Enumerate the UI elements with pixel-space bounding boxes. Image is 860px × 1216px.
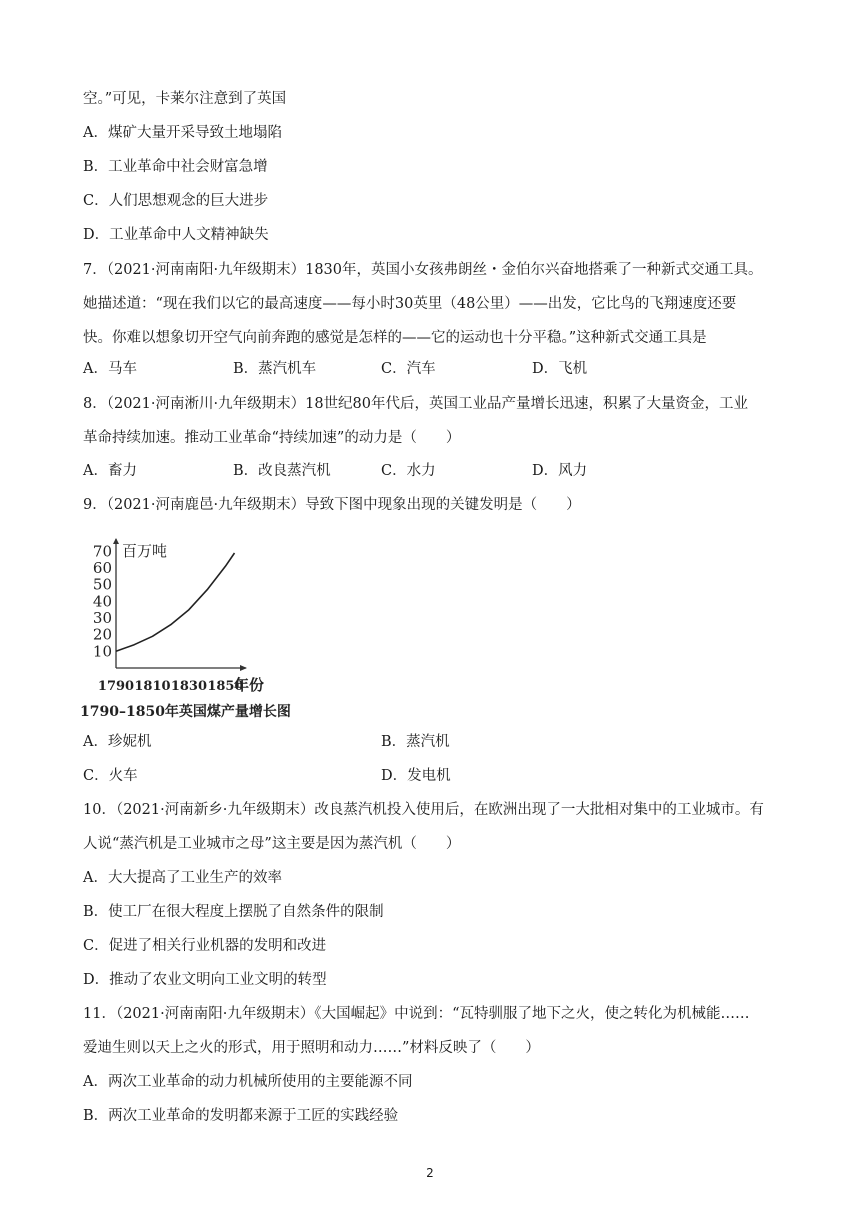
q6-option-c: C．人们思想观念的巨大进步	[83, 193, 269, 209]
y-tick-label: 10	[92, 642, 112, 661]
x-axis-label: 年份	[234, 676, 265, 694]
q7-options	[83, 359, 783, 379]
q8-option-b: B．改良蒸汽机	[233, 463, 331, 479]
q8-stem-line-1: 8．（2021·河南淅川·九年级期末）18世纪80年代后，英国工业品产量增长迅速，积累了大量资金，工业	[83, 396, 748, 412]
y-tick-label: 20	[92, 625, 112, 644]
q9-options-row-2	[83, 766, 783, 786]
x-tick-label: 1830	[170, 679, 208, 694]
q9-options-row-1	[83, 732, 783, 752]
y-tick-label: 50	[92, 575, 112, 594]
q7-stem-line-3: 快。你难以想象切开空气向前奔跑的感觉是怎样的——它的运动也十分平稳。”这种新式交通工具是	[83, 330, 707, 346]
q10-stem-line-1: 10．（2021·河南新乡·九年级期末）改良蒸汽机投入使用后，在欧洲出现了一大批相对集中的工业城市。有	[83, 802, 764, 818]
y-axis-label: 百万吨	[122, 542, 168, 560]
q11-stem-line-1: 11．（2021·河南南阳·九年级期末）《大国崛起》中说到：“瓦特驯服了地下之火，使之转化为机械能……	[83, 1006, 750, 1022]
x-tick-label: 1850	[207, 679, 244, 694]
question-stem-line: 空。”可见，卡莱尔注意到了英国	[83, 91, 287, 107]
chart-title: 1790–1850年英国煤产量增长图	[80, 704, 291, 720]
q7-option-a: A．马车	[83, 361, 137, 377]
x-axis-arrow	[240, 665, 247, 671]
q9-stem-line-1: 9．（2021·河南鹿邑·九年级期末）导致下图中现象出现的关键发明是（ ）	[83, 497, 581, 513]
q10-option-b: B．使工厂在很大程度上摆脱了自然条件的限制	[83, 904, 384, 920]
q7-stem-line-1: 7．（2021·河南南阳·九年级期末）1830年，英国小女孩弗朗丝・金伯尔兴奋地搭乘了一种新式交通工具。	[83, 262, 763, 278]
q7-option-b: B．蒸汽机车	[233, 361, 317, 377]
q10-stem-line-2: 人说“蒸汽机是工业城市之母”这主要是因为蒸汽机（ ）	[83, 836, 461, 852]
page-number: 2	[426, 1166, 434, 1180]
q10-option-d: D．推动了农业文明向工业文明的转型	[83, 972, 327, 988]
y-axis-arrow	[113, 538, 119, 544]
q11-option-b: B．两次工业革命的发明都来源于工匠的实践经验	[83, 1108, 399, 1124]
q7-stem-line-2: 她描述道：“现在我们以它的最高速度——每小时30英里（48公里）——出发，它比鸟的飞翔速度还要	[83, 296, 737, 312]
y-tick-label: 30	[92, 609, 112, 627]
y-tick-label: 70	[92, 542, 112, 561]
q10-option-c: C．促进了相关行业机器的发明和改进	[83, 938, 327, 954]
q7-option-d: D．飞机	[532, 361, 588, 377]
q7-option-c: C．汽车	[381, 361, 436, 377]
q6-option-b: B．工业革命中社会财富急增	[83, 159, 268, 175]
q6-option-a: A．煤矿大量开采导致土地塌陷	[83, 125, 282, 141]
q9-option-b: B．蒸汽机	[381, 734, 450, 750]
x-tick-label: 1790	[97, 679, 135, 694]
q8-stem-line-2: 革命持续加速。推动工业革命“持续加速”的动力是（ ）	[83, 430, 461, 446]
q9-option-a: A．珍妮机	[83, 734, 152, 750]
q11-stem-line-2: 爱迪生则以天上之火的形式，用于照明和动力……”材料反映了（ ）	[83, 1040, 540, 1056]
q11-option-a: A．两次工业革命的动力机械所使用的主要能源不同	[83, 1074, 413, 1090]
x-tick-label: 1810	[134, 679, 171, 694]
q8-options	[83, 461, 783, 481]
q8-option-c: C．水力	[381, 463, 436, 479]
series-line	[116, 553, 235, 651]
q9-option-c: C．火车	[83, 768, 138, 784]
q9-option-d: D．发电机	[381, 768, 451, 784]
q10-option-a: A．大大提高了工业生产的效率	[83, 870, 282, 886]
y-tick-label: 40	[92, 592, 112, 611]
y-tick-label: 60	[92, 559, 112, 577]
q8-option-a: A．畜力	[83, 463, 137, 479]
coal-output-chart	[80, 535, 310, 725]
q6-option-d: D．工业革命中人文精神缺失	[83, 227, 269, 243]
q8-option-d: D．风力	[532, 463, 588, 479]
